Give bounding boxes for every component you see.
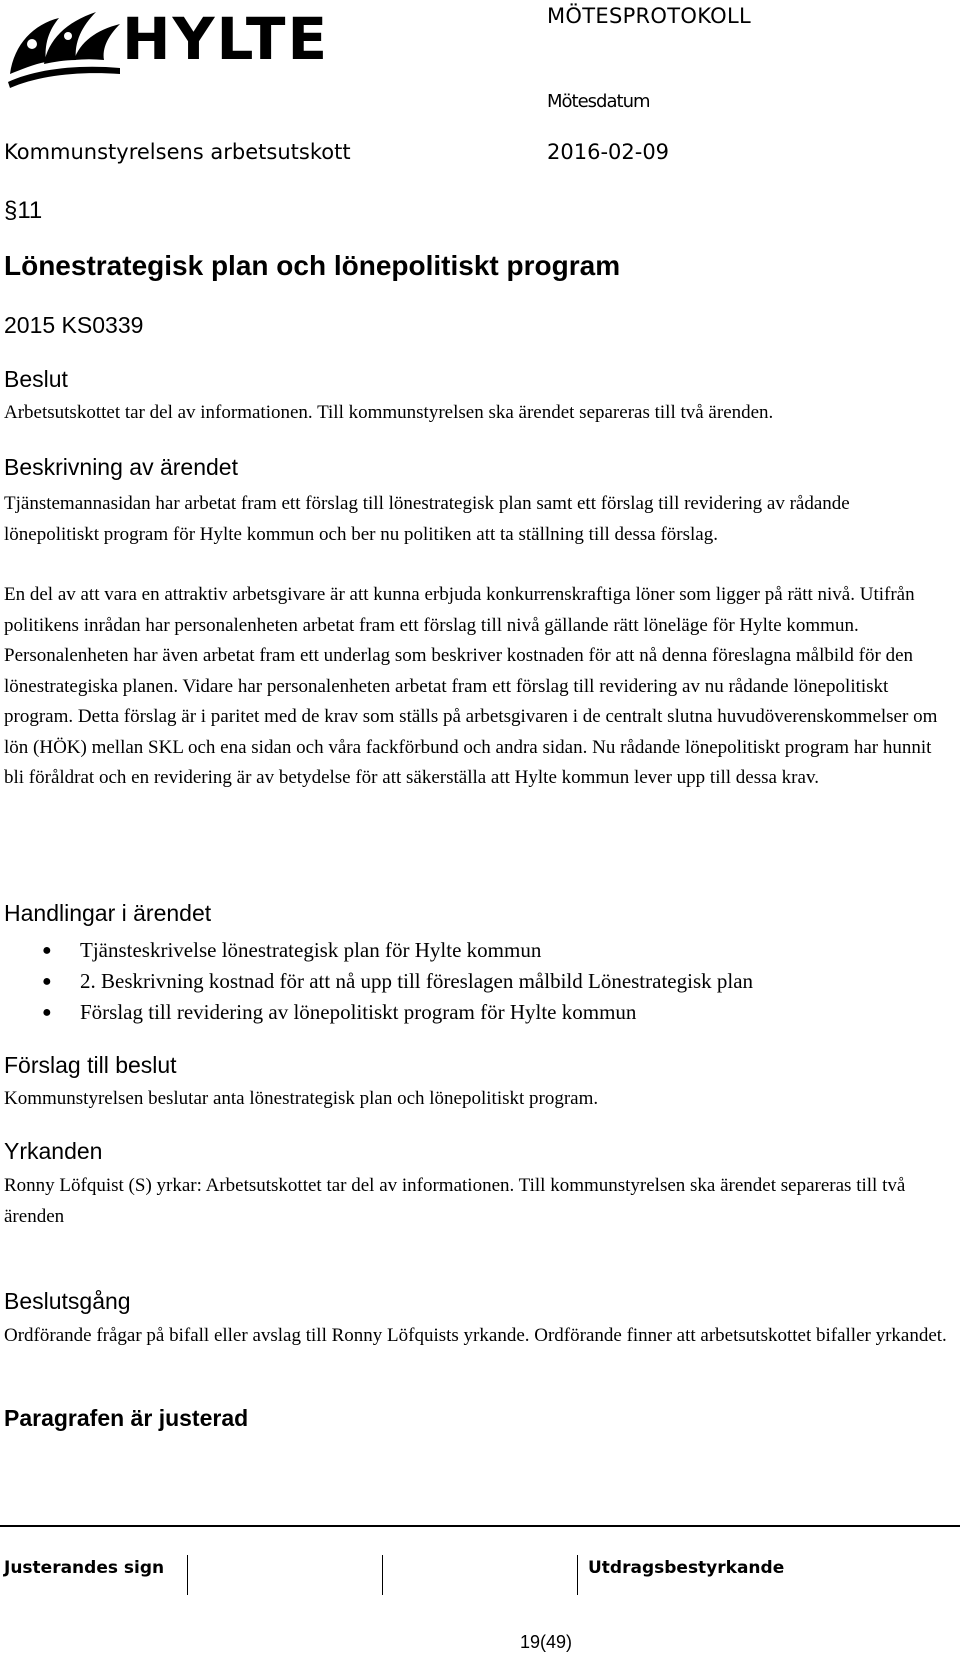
sign-label: Justerandes sign bbox=[4, 1558, 165, 1578]
document-type: MÖTESPROTOKOLL bbox=[547, 4, 751, 28]
date-label: Mötesdatum bbox=[547, 91, 650, 112]
bullet-icon: ● bbox=[42, 973, 52, 990]
heading-forslag: Förslag till beslut bbox=[4, 1052, 177, 1078]
heading-beskrivning: Beskrivning av ärendet bbox=[4, 454, 238, 480]
case-number: 2015 KS0339 bbox=[4, 312, 144, 338]
footer-divider bbox=[0, 1525, 960, 1527]
extract-label: Utdragsbestyrkande bbox=[588, 1558, 785, 1578]
heading-beslutsgang: Beslutsgång bbox=[4, 1288, 131, 1314]
handlingar-list bbox=[4, 935, 948, 1028]
forslag-text: Kommunstyrelsen beslutar anta lönestrategisk plan och lönepolitiskt program. bbox=[4, 1088, 599, 1109]
beslutsgang-text: Ordförande frågar på bifall eller avslag till Ronny Löfquists yrkande. Ordförande finner att arbetsutskottet bifaller yrkandet. bbox=[4, 1325, 947, 1346]
hylte-emblem-icon bbox=[4, 4, 124, 88]
heading-handlingar: Handlingar i ärendet bbox=[4, 900, 212, 926]
beslut-text: Arbetsutskottet tar del av informationen. Till kommunstyrelsen ska ärendet separeras till två ärenden. bbox=[4, 402, 774, 423]
bullet-icon: ● bbox=[42, 1004, 52, 1021]
sign-box-divider bbox=[187, 1555, 188, 1595]
heading-yrkanden: Yrkanden bbox=[4, 1138, 103, 1164]
heading-beslut: Beslut bbox=[4, 366, 68, 392]
committee-name: Kommunstyrelsens arbetsutskott bbox=[4, 140, 351, 164]
page-number: 19(49) bbox=[520, 1632, 573, 1652]
list-item: ● 2. Beskrivning kostnad för att nå upp till föreslagen målbild Lönestrategisk plan bbox=[4, 966, 948, 997]
sign-box-divider bbox=[382, 1555, 383, 1595]
justerad-heading: Paragrafen är justerad bbox=[4, 1405, 249, 1431]
list-item: ● Tjänsteskrivelse lönestrategisk plan för Hylte kommun bbox=[4, 935, 948, 966]
logo-wordmark: HYLTE bbox=[122, 5, 330, 73]
beskrivning-paragraph-1: Tjänstemannasidan har arbetat fram ett förslag till lönestrategisk plan samt ett förslag till revidering av rådande lönepolitiskt program för Hylte kommun och ber nu politiken att ta ställning till dessa förslag. bbox=[4, 493, 850, 545]
paragraph-number: §11 bbox=[4, 197, 43, 224]
meeting-date: 2016-02-09 bbox=[547, 140, 670, 164]
sign-box-divider bbox=[577, 1555, 578, 1595]
beskrivning-paragraph-2: En del av att vara en attraktiv arbetsgivare är att kunna erbjuda konkurrenskraftiga löner som ligger på rätt nivå. Utifrån politikens inrådan har personalenheten arbetat fram ett förslag till nivå gällande rätt löneläge för Hylte kommun. Personalenheten har även arbetat fram ett underlag som beskriver kostnaden för att nå denna föreslagna målbild för den lönestrategiska planen. Vidare har personalenheten arbetat fram ett förslag till revidering av nu rådande lönepolitiskt program. Detta förslag är i paritet med de krav som ställs på arbetsgivaren i de centralt slutna huvudöverenskommelser om lön (HÖK) mellan SKL och ena sidan och våra fackförbund och andra sidan. Nu rådande lönepolitiskt program har hunnit bli föråldrat och en revidering är av betydelse för att säkerställa att Hylte kommun lever upp till dessa krav. bbox=[4, 584, 938, 788]
list-item: ● Förslag till revidering av lönepolitiskt program för Hylte kommun bbox=[4, 997, 948, 1028]
bullet-icon: ● bbox=[42, 942, 52, 959]
page-title: Lönestrategisk plan och lönepolitiskt program bbox=[4, 250, 621, 281]
yrkanden-text: Ronny Löfquist (S) yrkar: Arbetsutskottet tar del av informationen. Till kommunstyrelsen ska ärendet separeras till två ärenden bbox=[4, 1175, 906, 1227]
